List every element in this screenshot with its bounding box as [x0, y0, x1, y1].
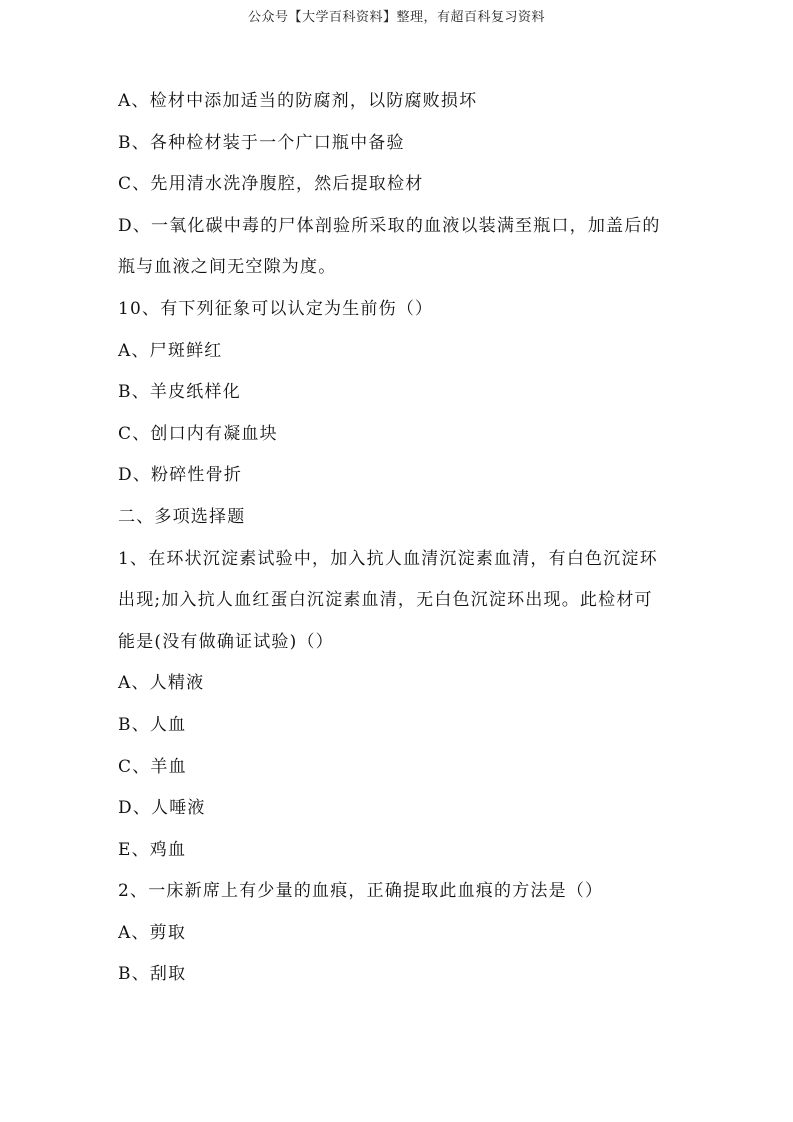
option-c-line: C、先用清水洗净腹腔，然后提取检材: [118, 174, 424, 195]
q10-option-b: B、羊皮纸样化: [118, 382, 241, 403]
document-body: [118, 84, 678, 999]
question-10: 10、有下列征象可以认定为生前伤（）: [118, 298, 434, 319]
q10-option-a: A、尸斑鲜红: [118, 340, 223, 361]
question-1-line-2: 出现;加入抗人血红蛋白沉淀素血清，无白色沉淀环出现。此检材可: [118, 590, 653, 611]
q1-option-b: B、人血: [118, 714, 187, 735]
option-d-line: D、一氧化碳中毒的尸体剖验所采取的血液以装满至瓶口，加盖后的: [118, 215, 661, 236]
option-b-line: B、各种检材装于一个广口瓶中备验: [118, 132, 405, 153]
q2-option-a: A、剪取: [118, 922, 187, 943]
q10-option-c: C、创口内有凝血块: [118, 423, 278, 444]
q1-option-a: A、人精液: [118, 673, 205, 694]
question-1-line-3: 能是(没有做确证试验)（）: [118, 631, 334, 652]
q1-option-c: C、羊血: [118, 756, 187, 777]
page-header: 公众号【大学百科资料】整理，有超百科复习资料: [247, 10, 545, 25]
option-d-continuation: 瓶与血液之间无空隙为度。: [118, 257, 337, 278]
question-2: 2、一床新席上有少量的血痕，正确提取此血痕的方法是（）: [118, 881, 604, 902]
option-a-line: A、检材中添加适当的防腐剂，以防腐败损坏: [118, 91, 478, 111]
q2-option-b: B、刮取: [118, 964, 187, 985]
section-heading: 二、多项选择题: [118, 506, 246, 527]
q1-option-d: D、人唾液: [118, 798, 206, 819]
question-1-line-1: 1、在环状沉淀素试验中，加入抗人血清沉淀素血清，有白色沉淀环: [118, 548, 658, 569]
q10-option-d: D、粉碎性骨折: [118, 465, 243, 486]
q1-option-e: E、鸡血: [118, 839, 187, 860]
